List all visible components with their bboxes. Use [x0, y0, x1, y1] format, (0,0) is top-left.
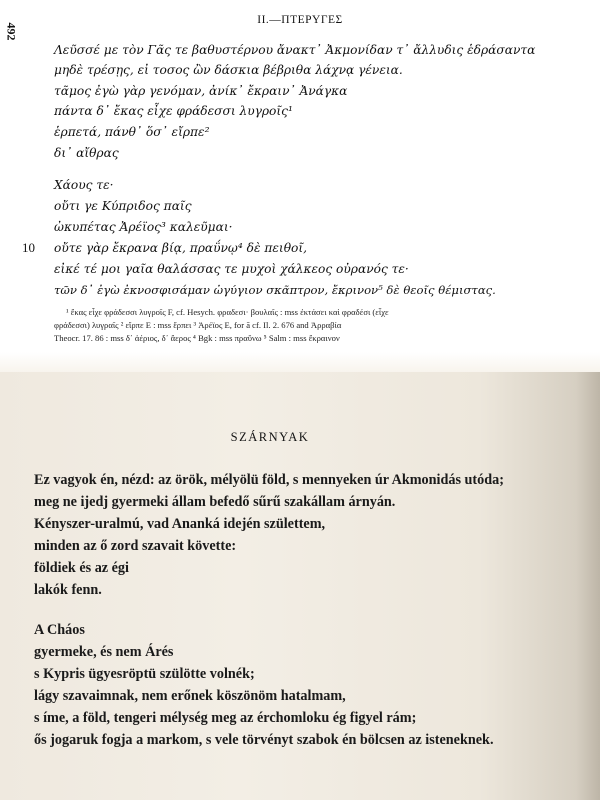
hungarian-verse-line: lakók fenn. — [34, 582, 102, 598]
greek-verse-line: δι᾽ αἴθρας — [54, 146, 119, 160]
greek-text-page — [0, 0, 600, 352]
greek-verse-line: οὔτε γὰρ ἔκρανα βίᾳ, πραΰνῳ⁴ δὲ πειθοῖ, — [54, 241, 308, 255]
greek-verse-line: Λεῦσσέ με τὸν Γᾶς τε βαθυστέρνου ἄνακτ᾽ Ἀκμονίδαν τ᾽ ἄλλυδις ἑδράσαντα — [54, 43, 536, 57]
footnote-line: ¹ ἔκας εἶχε φράδεσσι λυγροῖς F, cf. Hesych. φραδεσι· βουλαῖς : mss ἐκτάσει καὶ φραδέσι (εἶχε — [66, 307, 389, 317]
greek-verse-line: εἰκέ τέ μοι γαῖα θαλάσσας τε μυχοὶ χάλκεος οὐρανός τε· — [54, 262, 409, 276]
hungarian-translation-page — [0, 372, 600, 800]
hungarian-verse-line: meg ne ijedj gyermeki állam befedő sűrű szakállam árnyán. — [34, 494, 396, 510]
running-head: II.—ΠΤΕΡΥΓΕΣ — [257, 14, 343, 26]
hungarian-verse-line: földiek és az égi — [34, 560, 129, 576]
greek-verse-line: τᾶμος ἐγὼ γὰρ γενόμαν, ἀνίκ᾽ ἔκραιν᾽ Ἀνάγκα — [54, 84, 348, 98]
hungarian-verse-line: gyermeke, és nem Árés — [34, 644, 174, 660]
greek-verse-line: οὔτι γε Κύπριδος παῖς — [54, 199, 192, 213]
hungarian-verse-line: s íme, a föld, tengeri mélység meg az érchomloku ég figyel rám; — [34, 710, 417, 726]
greek-verse-line: μηδὲ τρέσῃς, εἰ τοσος ὢν δάσκια βέβριθα λάχνᾳ γένεια. — [54, 63, 403, 77]
hungarian-verse-line: s Kypris ügyesröptü szülötte volnék; — [34, 666, 255, 682]
hungarian-verse-line: lágy szavaimnak, nem erőnek köszönöm hatalmam, — [34, 688, 346, 704]
hungarian-verse-line: A Cháos — [34, 622, 85, 638]
verse-line-number: 10 — [22, 240, 35, 255]
hungarian-verse-line: minden az ő zord szavait követte: — [34, 538, 237, 554]
footnote-line: Theocr. 17. 86 : mss δ᾽ ἀέριος, δ᾽ ἄερος ⁴ Bgk : mss πραΰνω ⁵ Salm : mss ἔκραινον — [54, 333, 340, 343]
page-number: 492 — [4, 22, 19, 41]
hungarian-verse-line: Kényszer-uralmú, vad Ananká idején születtem, — [34, 516, 326, 532]
greek-verse-line: ὠκυπέτας Ἀρέϊος³ καλεῦμαι· — [54, 220, 233, 234]
greek-verse-line: ἑρπετά, πάνθ᾽ ὅσ᾽ εἴρπε² — [54, 125, 210, 139]
hungarian-verse-line: Ez vagyok én, nézd: az örök, mélyölü föld, s mennyeken úr Akmonidás utóda; — [34, 472, 504, 488]
greek-verse-line: τῶν δ᾽ ἐγὼ ἐκνοσφισάμαν ὠγύγιον σκᾶπτρον, ἔκρινον⁵ δὲ θεοῖς θέμιστας. — [54, 283, 496, 297]
greek-verse-line: πάντα δ᾽ ἔκας εἶχε φράδεσσι λυγροῖς¹ — [54, 104, 293, 118]
poem-title: SZÁRNYAK — [230, 430, 310, 444]
greek-verse-line: Χάους τε· — [54, 178, 114, 192]
hungarian-verse-line: ős jogaruk fogja a markom, s vele törvényt szabok én bölcsen az isteneknek. — [34, 732, 494, 748]
footnote-line: φράδεσσι) λυγραῖς ² εἴρπε E : mss ἔρπει ³ Ἀρέϊος E, for ā cf. Il. 2. 676 and Ἀρραβία — [54, 320, 342, 330]
